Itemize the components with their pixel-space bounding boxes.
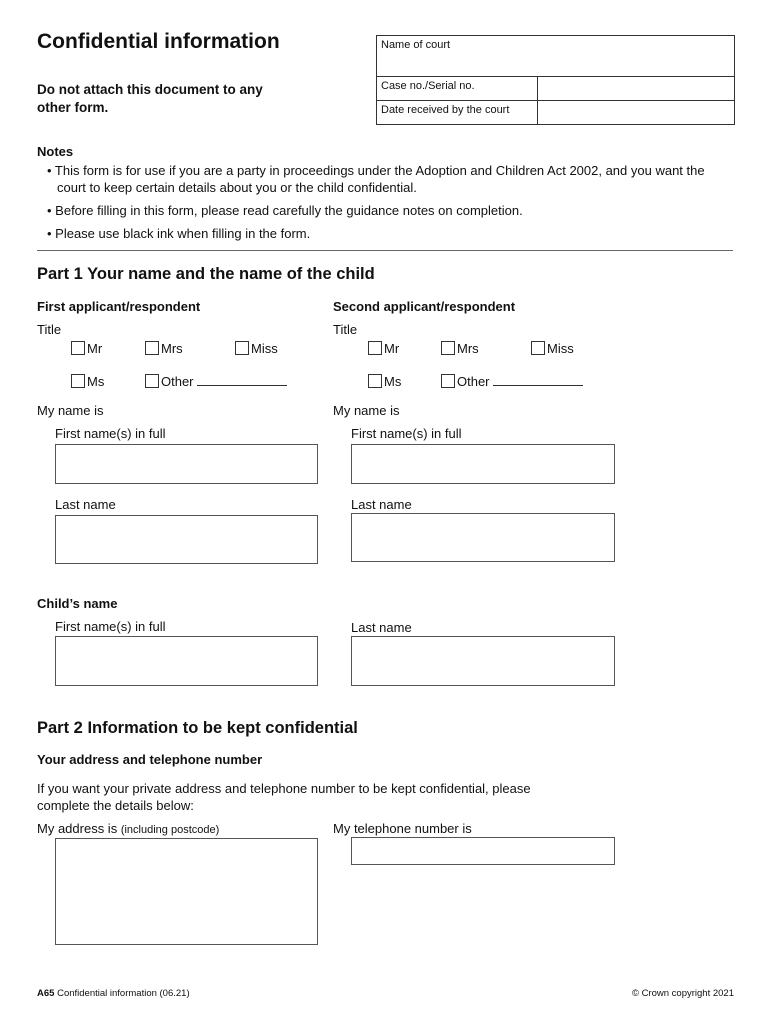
address-field[interactable]	[55, 838, 318, 945]
child-name-heading: Child’s name	[37, 596, 118, 611]
court-details-box	[376, 35, 735, 125]
first-title-mr-option[interactable]	[71, 341, 102, 356]
second-applicant-heading: Second applicant/respondent	[333, 299, 516, 314]
address-label	[37, 821, 219, 836]
checkbox-ms[interactable]	[368, 374, 382, 388]
attach-warning-line1: Do not attach this document to any	[37, 82, 263, 97]
page-title: Confidential information	[37, 30, 280, 53]
first-title-ms-option[interactable]	[71, 374, 104, 389]
second-firstnames-label: First name(s) in full	[351, 426, 462, 441]
option-label: Miss	[251, 341, 278, 356]
case-number-label: Case no./Serial no.	[377, 77, 538, 100]
second-title-ms-option[interactable]	[368, 374, 401, 389]
checkbox-miss[interactable]	[531, 341, 545, 355]
option-label: Mr	[87, 341, 103, 356]
option-label: Ms	[87, 374, 105, 389]
option-label: Other	[457, 374, 490, 389]
option-label: Mrs	[457, 341, 479, 356]
child-lastname-field[interactable]	[351, 636, 615, 686]
checkbox-mrs[interactable]	[441, 341, 455, 355]
first-title-mrs-option[interactable]	[145, 341, 183, 356]
phone-field[interactable]	[351, 837, 615, 865]
other-title-field[interactable]	[493, 374, 583, 386]
checkbox-ms[interactable]	[71, 374, 85, 388]
option-label: Mrs	[161, 341, 183, 356]
footer-copyright: © Crown copyright 2021	[631, 988, 734, 999]
first-title-other-option[interactable]	[145, 374, 287, 389]
section-divider	[37, 250, 733, 251]
date-received-field[interactable]	[538, 101, 734, 124]
phone-label: My telephone number is	[333, 821, 472, 836]
address-phone-subheading: Your address and telephone number	[37, 752, 263, 767]
notes-list	[47, 162, 727, 248]
second-title-miss-option[interactable]	[531, 341, 574, 356]
first-lastname-label: Last name	[55, 497, 116, 512]
option-label: Ms	[384, 374, 402, 389]
second-title-mr-option[interactable]	[368, 341, 399, 356]
case-number-field[interactable]	[538, 77, 734, 100]
attach-warning-line2: other form.	[37, 100, 109, 115]
attach-warning	[37, 81, 327, 117]
case-number-row	[377, 76, 734, 100]
footer-form-id	[37, 988, 190, 999]
checkbox-mr[interactable]	[71, 341, 85, 355]
second-title-mrs-option[interactable]	[441, 341, 479, 356]
first-firstnames-label: First name(s) in full	[55, 426, 166, 441]
checkbox-miss[interactable]	[235, 341, 249, 355]
note-item: • This form is for use if you are a party in proceedings under the Adoption and Children Act 2002, and you want the court to keep certain details about you or the child confidential.	[47, 163, 705, 195]
second-lastname-field[interactable]	[351, 513, 615, 562]
child-firstnames-label: First name(s) in full	[55, 619, 166, 634]
part2-intro	[37, 780, 531, 814]
checkbox-mr[interactable]	[368, 341, 382, 355]
notes-heading: Notes	[37, 144, 74, 159]
first-title-label: Title	[37, 322, 62, 337]
checkbox-other[interactable]	[441, 374, 455, 388]
checkbox-other[interactable]	[145, 374, 159, 388]
address-label-text: My address is	[37, 821, 118, 836]
first-applicant-heading: First applicant/respondent	[37, 299, 201, 314]
second-firstnames-field[interactable]	[351, 444, 615, 484]
second-title-other-option[interactable]	[441, 374, 583, 389]
part1-heading: Part 1 Your name and the name of the child	[37, 265, 375, 283]
option-label: Miss	[547, 341, 574, 356]
second-title-label: Title	[333, 322, 358, 337]
note-item: • Please use black ink when filling in the form.	[47, 226, 311, 241]
part2-heading: Part 2 Information to be kept confidential	[37, 719, 358, 737]
other-title-field[interactable]	[197, 374, 287, 386]
form-code: A65	[37, 988, 55, 999]
child-lastname-label: Last name	[351, 620, 412, 635]
second-lastname-label: Last name	[351, 497, 412, 512]
date-received-label: Date received by the court	[377, 101, 538, 124]
first-firstnames-field[interactable]	[55, 444, 318, 484]
option-label: Mr	[384, 341, 400, 356]
option-label: Other	[161, 374, 194, 389]
child-firstnames-field[interactable]	[55, 636, 318, 686]
court-name-label: Name of court	[381, 39, 451, 51]
first-lastname-field[interactable]	[55, 515, 318, 564]
form-name: Confidential information (06.21)	[54, 988, 190, 999]
note-item: • Before filling in this form, please read carefully the guidance notes on completion.	[47, 203, 523, 218]
checkbox-mrs[interactable]	[145, 341, 159, 355]
court-name-row[interactable]	[377, 36, 734, 76]
second-my-name-label: My name is	[333, 403, 400, 418]
first-title-miss-option[interactable]	[235, 341, 278, 356]
date-received-row	[377, 100, 734, 124]
part2-intro-line2: complete the details below:	[37, 798, 194, 813]
part2-intro-line1: If you want your private address and telephone number to be kept confidential, please	[37, 781, 531, 796]
address-label-note: (including postcode)	[120, 824, 220, 836]
first-my-name-label: My name is	[37, 403, 104, 418]
